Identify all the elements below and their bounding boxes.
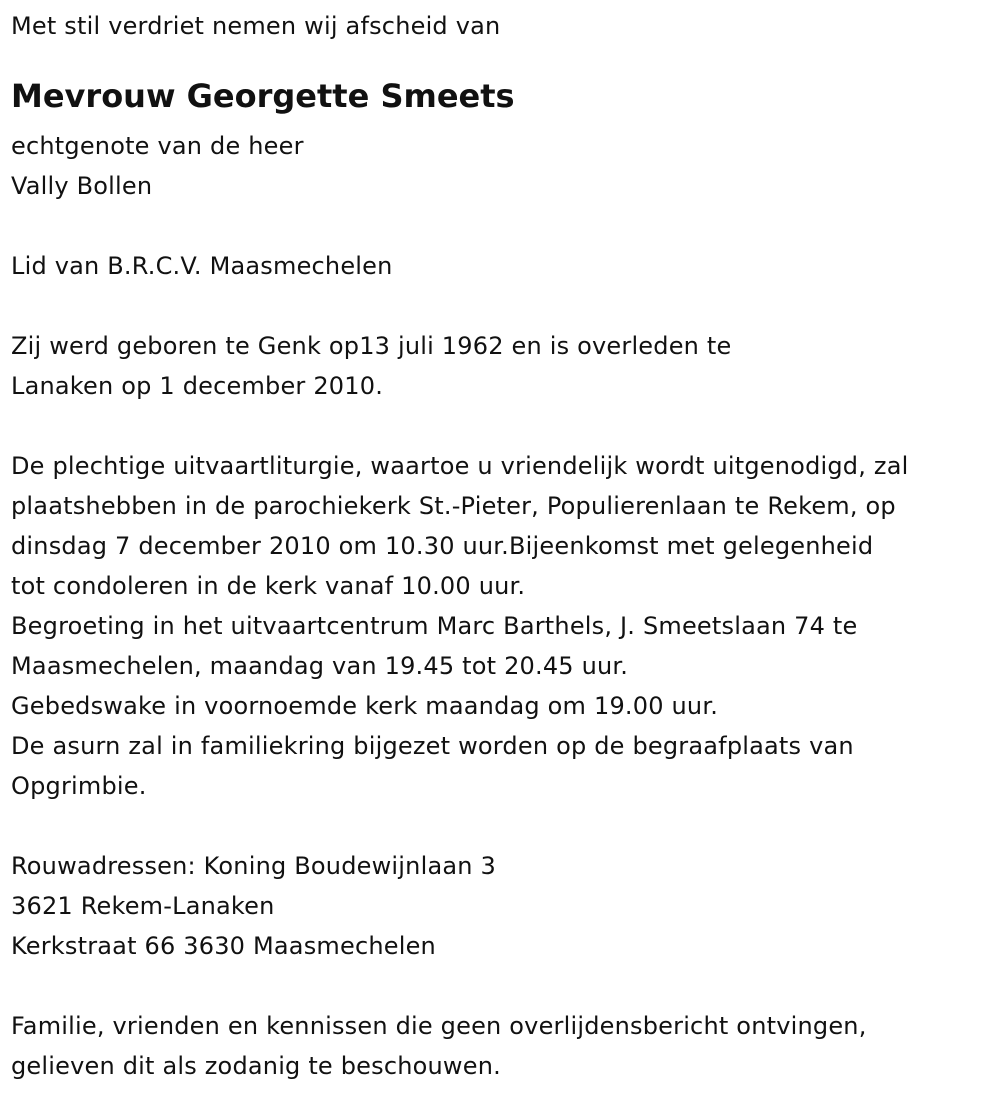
address-line: Kerkstraat 66 3630 Maasmechelen: [11, 932, 436, 960]
intro-text: Met stil verdriet nemen wij afscheid van: [11, 12, 501, 40]
birth-death-line: Zij werd geboren te Genk op13 juli 1962 en is overleden te: [11, 332, 732, 360]
closing-line: Familie, vrienden en kennissen die geen overlijdensbericht ontvingen,: [11, 1012, 867, 1040]
ceremony-line: Begroeting in het uitvaartcentrum Marc Barthels, J. Smeetslaan 74 te: [11, 612, 858, 640]
ceremony-line: plaatshebben in de parochiekerk St.-Pieter, Populierenlaan te Rekem, op: [11, 492, 896, 520]
spacer: [11, 806, 996, 846]
ceremony-line: Gebedswake in voornoemde kerk maandag om 19.00 uur.: [11, 692, 719, 720]
birth-death-line: Lanaken op 1 december 2010.: [11, 372, 384, 400]
spacer: [11, 286, 996, 326]
ceremony-line: dinsdag 7 december 2010 om 10.30 uur.Bijeenkomst met gelegenheid: [11, 532, 874, 560]
obituary-notice: [11, 6, 996, 1086]
spacer: [11, 206, 996, 246]
ceremony-line: Opgrimbie.: [11, 772, 147, 800]
deceased-name: Mevrouw Georgette Smeets: [11, 77, 515, 115]
ceremony-line: Maasmechelen, maandag van 19.45 tot 20.45 uur.: [11, 652, 629, 680]
spacer: [11, 406, 996, 446]
ceremony-line: De plechtige uitvaartliturgie, waartoe u vriendelijk wordt uitgenodigd, zal: [11, 452, 909, 480]
spacer: [11, 966, 996, 1006]
membership-text: Lid van B.R.C.V. Maasmechelen: [11, 252, 393, 280]
closing-line: gelieven dit als zodanig te beschouwen.: [11, 1052, 501, 1080]
ceremony-line: De asurn zal in familiekring bijgezet worden op de begraafplaats van: [11, 732, 854, 760]
spouse-line: echtgenote van de heer: [11, 132, 304, 160]
ceremony-line: tot condoleren in de kerk vanaf 10.00 uur.: [11, 572, 526, 600]
address-line: Rouwadressen: Koning Boudewijnlaan 3: [11, 852, 496, 880]
address-line: 3621 Rekem-Lanaken: [11, 892, 275, 920]
spouse-name: Vally Bollen: [11, 172, 153, 200]
